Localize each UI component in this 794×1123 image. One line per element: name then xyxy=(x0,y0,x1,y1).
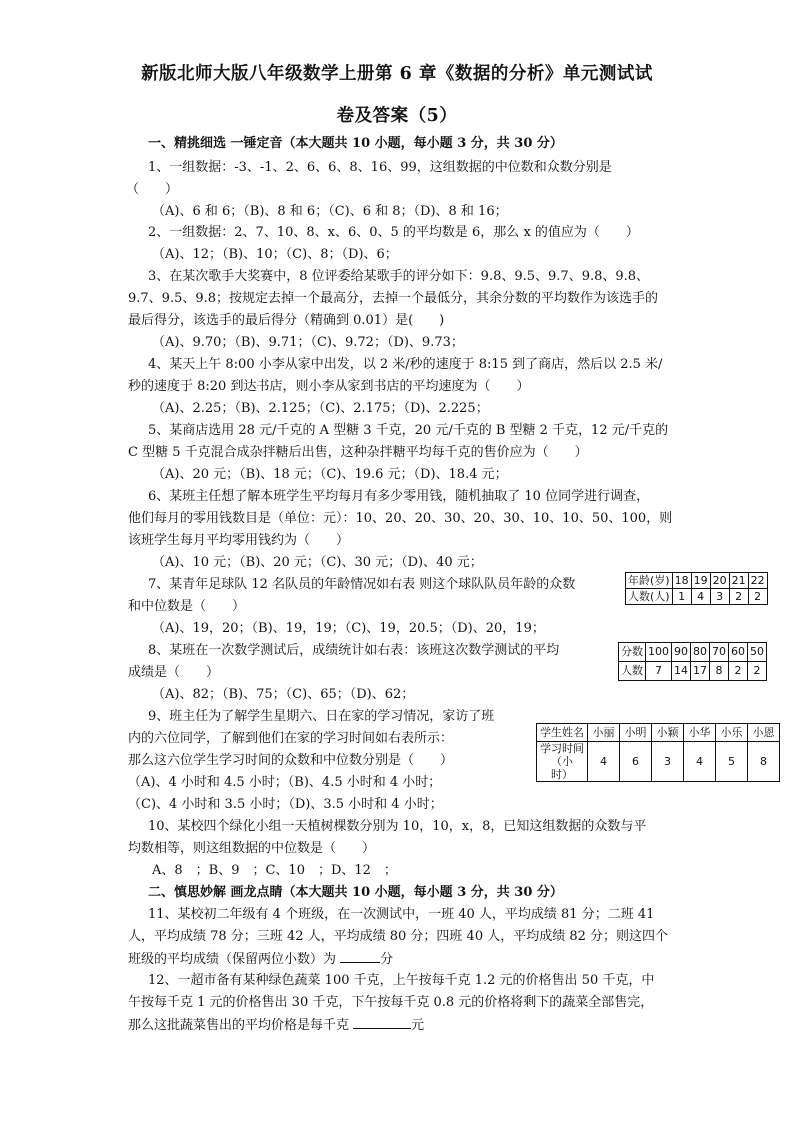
question-6-line2: 他们每月的零用钱数目是（单位：元）：10、20、20、30、20、30、10、10、50、100，则 xyxy=(128,511,673,526)
question-7-line1: 7、某青年足球队 12 名队员的年龄情况如右表 则这个球队队员年龄的众数 xyxy=(148,577,576,592)
question-2-line1: 2、一组数据：2、7、10、8、x、6、0、5 的平均数是 6，那么 x 的值应为（ ） xyxy=(148,225,639,240)
question-9-options-ab: （A)、4 小时和 4.5 小时；（B)、4.5 小时和 4 小时； xyxy=(128,775,442,790)
age-table xyxy=(625,572,768,605)
study-table-name-row: 学生姓名 小丽 小明 小颖 小华 小乐 小恩 xyxy=(537,724,780,742)
section-1-heading: 一、精挑细选 一锤定音（本大题共 10 小题，每小题 3 分，共 30 分） xyxy=(148,136,563,151)
age-table-count-row: 人数(人) 1 4 3 2 2 xyxy=(626,589,768,605)
question-1-line2: （ ） xyxy=(126,182,179,197)
question-12-line1: 12、一超市备有某种绿色蔬菜 100 千克，上午按每千克 1.2 元的价格售出 50 千克，中 xyxy=(148,973,655,988)
question-3-line3: 最后得分，该选手的最后得分（精确到 0.01）是( ) xyxy=(128,313,445,328)
question-3-line2: 9.7、9.5、9.8；按规定去掉一个最高分，去掉一个最低分，其余分数的平均数作为该选手的 xyxy=(128,291,659,306)
question-5-line2: C 型糖 5 千克混合成杂拌糖后出售，这种杂拌糖平均每千克的售价应为（ ） xyxy=(128,445,588,460)
question-6-options: （A)、10 元；（B)、20 元；（C)、30 元；（D)、40 元； xyxy=(152,555,483,570)
question-11-line3: 班级的平均成绩（保留两位小数）为 分 xyxy=(128,952,394,967)
question-10-line2: 均数相等，则这组数据的中位数是（ ） xyxy=(128,841,376,856)
score-table-count-row: 人数 7 14 17 8 2 2 xyxy=(619,662,767,681)
question-1-options: （A)、6 和 6；（B)、8 和 6；（C)、6 和 8；（D)、8 和 16； xyxy=(152,204,508,219)
question-10-line1: 10、某校四个绿化小组一天植树棵数分别为 10，10，x，8，已知这组数据的众数与平 xyxy=(148,819,647,834)
question-3-options: （A)、9.70；（B)、9.71；（C)、9.72；（D)、9.73； xyxy=(152,335,464,350)
question-12-line2: 午按每千克 1 元的价格售出 30 千克，下午按每千克 0.8 元的价格将剩下的蔬菜全部售完， xyxy=(128,995,654,1010)
question-12-line3: 那么这批蔬菜售出的平均价格是每千克 元 xyxy=(128,1018,425,1033)
question-5-line1: 5、某商店选用 28 元/千克的 A 型糖 3 千克，20 元/千克的 B 型糖 2 千克，12 元/千克的 xyxy=(148,423,669,438)
question-3-line1: 3、在某次歌手大奖赛中，8 位评委给某歌手的评分如下：9.8、9.5、9.7、9.8、9.8、 xyxy=(148,269,650,284)
question-6-line3: 该班学生每月平均零用钱约为（ ） xyxy=(128,533,350,548)
doc-title-line2: 卷及答案（5） xyxy=(336,106,458,126)
answer-blank-12[interactable] xyxy=(353,1016,411,1029)
question-8-options: （A)、82；（B)、75；（C)、65；（D)、62； xyxy=(152,687,415,702)
question-9-line3: 那么这六位学生学习时间的众数和中位数分别是（ ） xyxy=(128,753,454,768)
question-7-options: （A)、19，20；（B)、19，19；（C)、19，20.5；（D)、20，19； xyxy=(152,621,545,636)
question-4-options: （A)、2.25；（B)、2.125；（C)、2.175；（D)、2.225； xyxy=(152,401,489,416)
study-time-table xyxy=(536,723,780,782)
question-8-line1: 8、某班在一次数学测试后，成绩统计如右表：该班这次数学测试的平均 xyxy=(148,643,560,658)
question-9-line2: 内的六位同学，了解到他们在家的学习时间如右表所示： xyxy=(128,731,454,746)
question-2-options: （A)、12；（B)、10；（C)、8；（D)、6； xyxy=(152,247,398,262)
question-7-line2: 和中位数是（ ） xyxy=(128,599,246,614)
question-10-options: A、8 ；B、9 ；C、10 ；D、12 ； xyxy=(152,863,397,878)
study-table-time-row: 学习时间（小 时） 4 6 3 4 5 8 xyxy=(537,742,780,782)
question-9-options-cd: （C)、4 小时和 3.5 小时；（D)、3.5 小时和 4 小时； xyxy=(128,797,443,812)
score-table xyxy=(618,642,767,681)
answer-blank-11[interactable] xyxy=(340,950,380,963)
section-2-heading: 二、慎思妙解 画龙点睛（本大题共 10 小题，每小题 3 分，共 30 分） xyxy=(148,885,563,900)
question-8-line2: 成绩是（ ） xyxy=(128,665,220,680)
question-4-line1: 4、某天上午 8:00 小李从家中出发，以 2 米/秒的速度于 8:15 到了商店，然后以 2.5 米/ xyxy=(148,357,663,372)
question-5-options: （A)、20 元；（B)、18 元；（C)、19.6 元；（D)、18.4 元； xyxy=(152,467,508,482)
question-11-line2: 人，平均成绩 78 分；三班 42 人，平均成绩 80 分；四班 40 人，平均成绩 82 分；则这四个 xyxy=(128,929,669,944)
question-6-line1: 6、某班主任想了解本班学生平均每月有多少零用钱，随机抽取了 10 位同学进行调查， xyxy=(148,489,650,504)
question-4-line2: 秒的速度于 8:20 到达书店，则小李从家到书店的平均速度为（ ） xyxy=(128,379,530,394)
score-table-header-row: 分数 100 90 80 70 60 50 xyxy=(619,643,767,662)
question-11-line1: 11、某校初二年级有 4 个班级，在一次测试中，一班 40 人，平均成绩 81 分；二班 41 xyxy=(148,907,655,922)
age-table-header-row: 年龄(岁) 18 19 20 21 22 xyxy=(626,573,768,589)
doc-title-line1: 新版北师大版八年级数学上册第 6 章《数据的分析》单元测试试 xyxy=(141,64,653,84)
question-1-line1: 1、一组数据：-3、-1、2、6、6、8、16、99，这组数据的中位数和众数分别是 xyxy=(148,160,612,175)
question-9-line1: 9、班主任为了解学生星期六、日在家的学习情况，家访了班 xyxy=(148,709,495,724)
